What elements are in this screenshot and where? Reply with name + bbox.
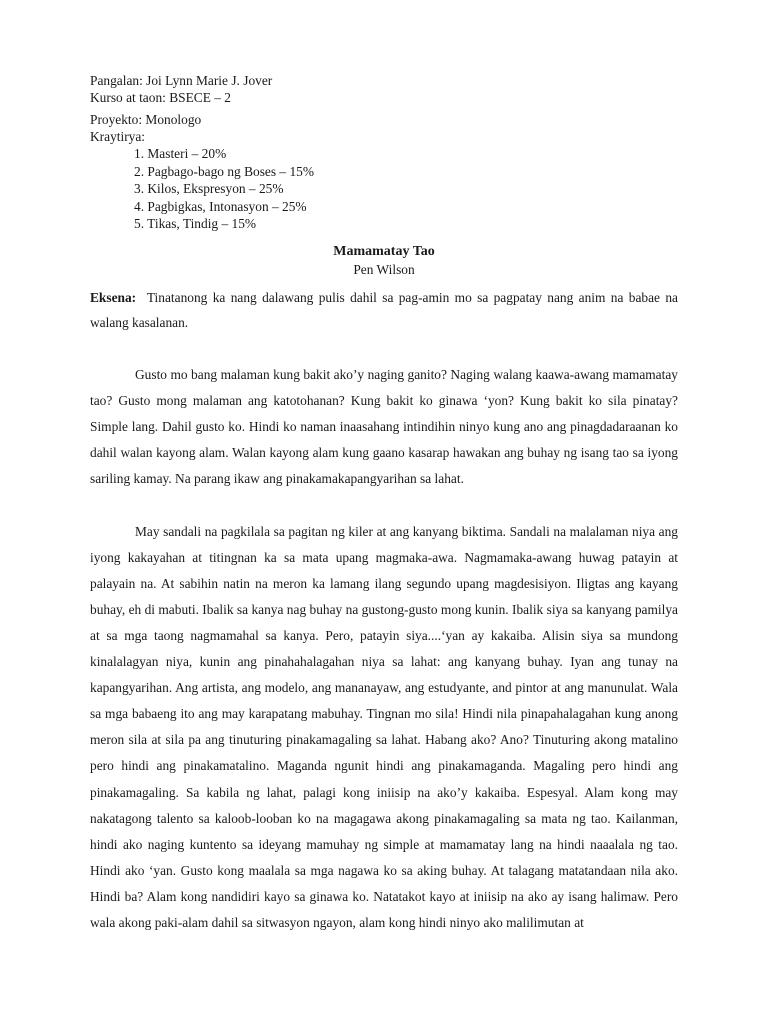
criteria-item: 3. Kilos, Ekspresyon – 25% [134, 181, 284, 196]
scene-text: Tinatanong ka nang dalawang pulis dahil sa pag-amin mo sa pagpatay nang anim na babae na walang kasalanan. [90, 289, 678, 331]
criteria-item: 2. Pagbago-bago ng Boses – 15% [134, 163, 315, 179]
criteria-item: 5. Tikas, Tindig – 15% [134, 216, 257, 231]
name-line: Pangalan: Joi Lynn Marie J. Jover [90, 73, 273, 88]
monologue-paragraph: May sandali na pagkilala sa pagitan ng kiler at ang kanyang biktima. Sandali na malalaman niya ang iyong kakayahan at titingnan ka sa mata upang magmaka-awa. Nagmamaka-awang huwag patayin at palayain na. At sabihin natin na meron ka lamang ilang segundo upang magdesisiyon. Iligtas ang kayang buhay, eh di mabuti. Ibalik sa kanya nag buhay na gustong-gusto mong kunin. Ibalik siya sa kanyang pamilya at sa mga taong nagmamahal sa kanya. Pero, patayin siya....‘yan ay kakaiba. Alisin siya sa mundong kinalalagyan niya, kunin ang pinahahalagahan niya sa lahat: ang kanyang buhay. Iyan ang tunay na kapangyarihan. Ang artista, ang modelo, ang mananayaw, ang estudyante, and pintor at ang manunulat. Wala sa mga babaeng ito ang may karapatang mabuhay. Tingnan mo sila! Hindi nila pinapahalagahan kung anong meron sila at sila pa ang tinuturing pinakamagaling sa lahat. Habang ako? Ano? Tinuturing akong matalino pero hindi ang pinakamatalino. Maganda ngunit hindi ang pinakamaganda. Magaling pero hindi ang pinakamagaling. Sa kabila ng lahat, palagi kong iniisip na ako’y kakaiba. Espesyal. Alam kong may nakatagong talento sa kaloob-looban ko na magagawa akong pinakamagaling sa mata ng tao. Kailanman, hindi ako naging kuntento sa ideyang mamuhay ng simple at mamamatay lang na hindi naaalala ng tao. Hindi ako ‘yan. Gusto kong maalala sa mga nagawa ko sa aking buhay. At talagang matatandaan nila ako. Hindi ba? Alam kong nandidiri kayo sa ginawa ko. Natatakot kayo at iniisip na ako ay isang halimaw. Pero wala akong paki-alam dahil sa sitwasyon ngayon, alam kong hindi ninyo ako malilimutan at [90, 523, 678, 930]
scene-label: Eksena: [90, 289, 137, 305]
title-block [90, 243, 678, 279]
criteria-label: Kraytirya: [90, 129, 146, 144]
criteria-item: 1. Masteri – 20% [134, 146, 227, 161]
course-line: Kurso at taon: BSECE – 2 [90, 90, 231, 105]
criteria-item: 4. Pagbigkas, Intonasyon – 25% [134, 198, 307, 214]
project-line: Proyekto: Monologo [90, 112, 202, 127]
monologue-paragraph: Gusto mo bang malaman kung bakit ako’y naging ganito? Naging walang kaawa-awang mamamatay tao? Gusto mong malaman ang katotohanan? Kung bakit ko ginawa ‘yon? Kung bakit ko sila pinatay? Simple lang. Dahil gusto ko. Hindi ko naman inaasahang intindihin ninyo kung ano ang pinagdadaraanan ko dahil walan kayong alam. Walan kayong alam kung gaano kasarap hawakan ang buhay ng isang tao sa iyong sariling kamay. Na parang ikaw ang pinakamakapangyarihan sa lahat. [90, 367, 678, 487]
criteria-list [90, 145, 678, 233]
monologue-title: Mamamatay Tao [333, 243, 435, 259]
monologue-author: Pen Wilson [353, 261, 415, 277]
scene-description [90, 285, 678, 337]
document-page [90, 72, 678, 949]
